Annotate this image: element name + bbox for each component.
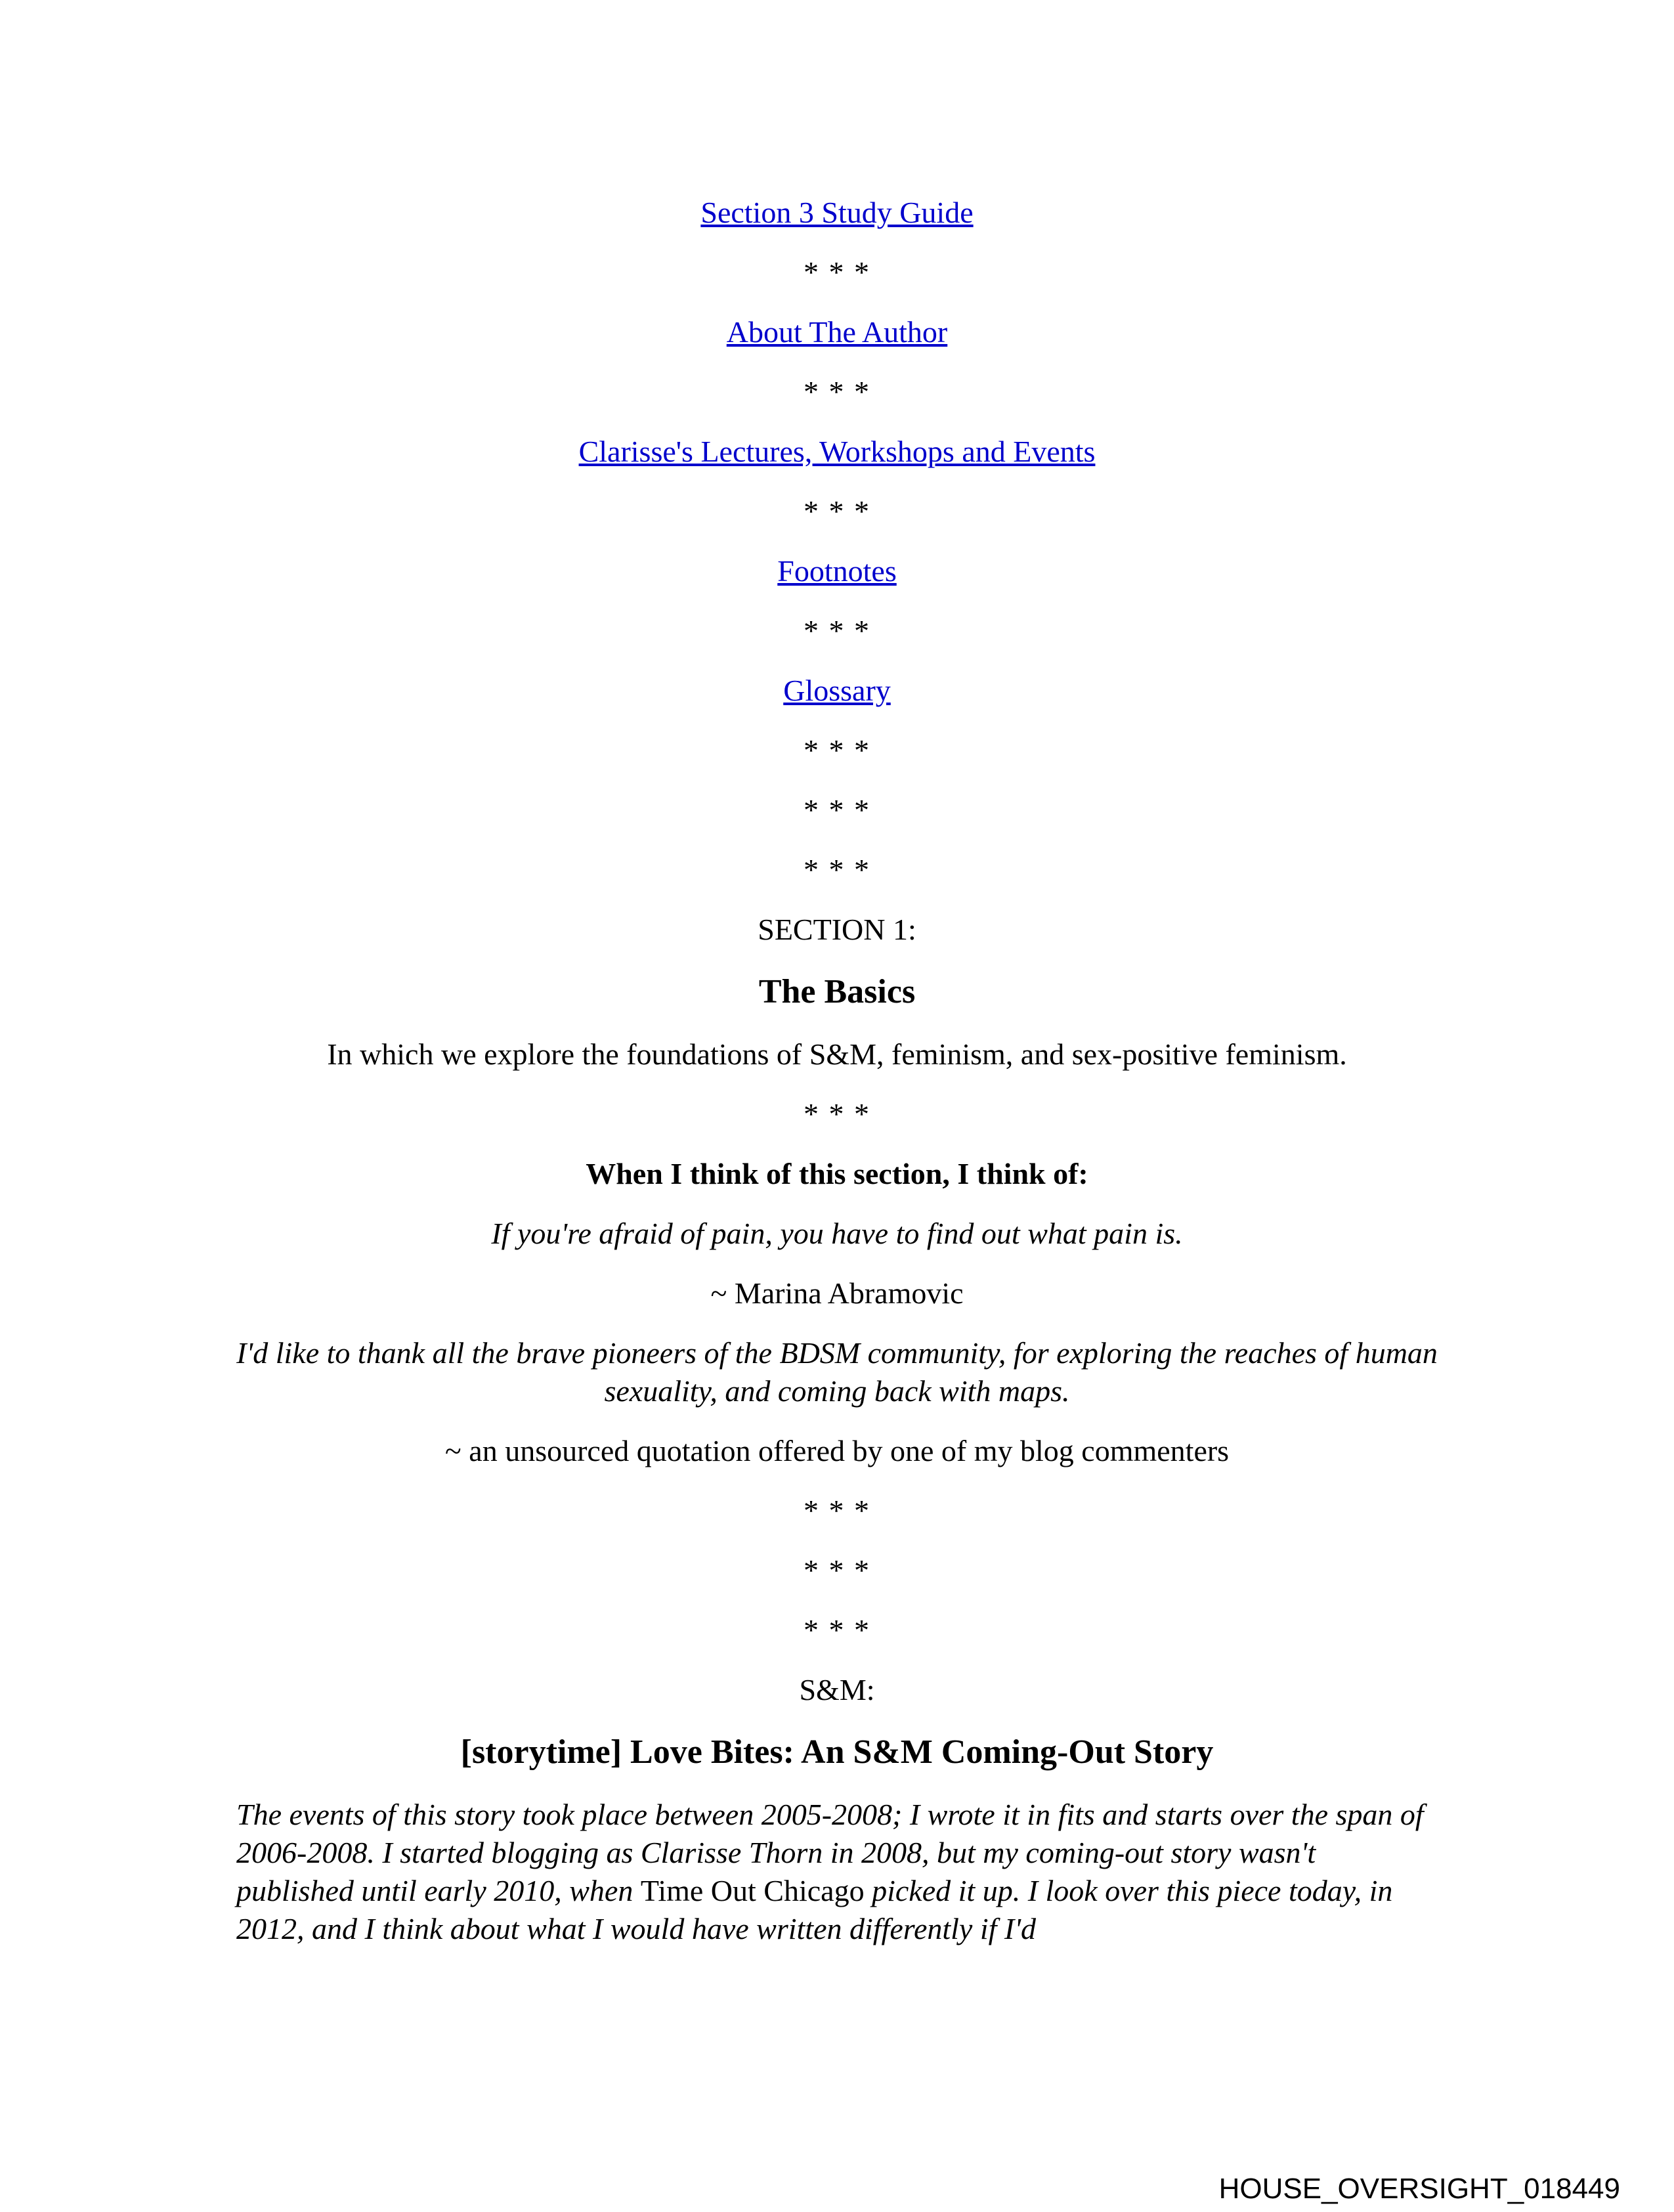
intro-publication-name: Time Out Chicago [640, 1874, 865, 1907]
quote-abramovic-text: If you're afraid of pain, you have to find out what pain is. [491, 1217, 1183, 1250]
section-kicker: SECTION 1: [758, 913, 916, 946]
section-title: The Basics [758, 973, 916, 1010]
article-intro-paragraph [236, 1796, 1438, 1948]
section-description: In which we explore the foundations of S&M, feminism, and sex-positive feminism. [327, 1037, 1347, 1071]
separator: * * * [804, 255, 870, 289]
separator: * * * [804, 1494, 870, 1527]
think-of-heading: When I think of this section, I think of: [586, 1157, 1088, 1190]
toc-entry [236, 672, 1438, 710]
separator: * * * [804, 733, 870, 767]
separator: * * * [804, 853, 870, 886]
document-content [236, 0, 1438, 1948]
toc-entry [236, 194, 1438, 232]
article-kicker: S&M: [799, 1673, 875, 1706]
intro-text-part2: picked it up. I look over this piece today, in 2012, and I think about what I would have written differently if I'd [236, 1874, 1393, 1945]
article-title: [storytime] Love Bites: An S&M Coming-Out Story [460, 1733, 1214, 1771]
separator: * * * [804, 1613, 870, 1647]
separator: * * * [804, 1553, 870, 1587]
intro-text-part1: The events of this story took place between 2005-2008; I wrote it in fits and starts over the span of 2006-2008. I started blogging as Clarisse Thorn in 2008, but my coming-out story wasn't published until early 2010, when [236, 1798, 1424, 1907]
separator: * * * [804, 614, 870, 647]
separator: * * * [804, 793, 870, 827]
separator: * * * [804, 375, 870, 408]
toc-entry [236, 433, 1438, 471]
separator: * * * [804, 1097, 870, 1131]
link-footnotes[interactable]: Footnotes [777, 554, 897, 588]
quote-abramovic-attribution: ~ Marina Abramovic [710, 1276, 964, 1310]
quote-blog-text: I'd like to thank all the brave pioneers of the BDSM community, for exploring the reaches of human sexuality, and coming back with maps. [236, 1336, 1438, 1408]
link-glossary[interactable]: Glossary [783, 674, 891, 707]
link-about-the-author[interactable]: About The Author [726, 315, 948, 349]
bates-number: HOUSE_OVERSIGHT_018449 [1218, 2173, 1620, 2205]
toc-entry [236, 313, 1438, 351]
separator: * * * [804, 494, 870, 528]
link-section-3-study-guide[interactable]: Section 3 Study Guide [700, 196, 974, 229]
toc-entry [236, 552, 1438, 590]
quote-blog-attribution: ~ an unsourced quotation offered by one of my blog commenters [444, 1434, 1230, 1467]
link-lectures-workshops-events[interactable]: Clarisse's Lectures, Workshops and Events [578, 435, 1096, 468]
